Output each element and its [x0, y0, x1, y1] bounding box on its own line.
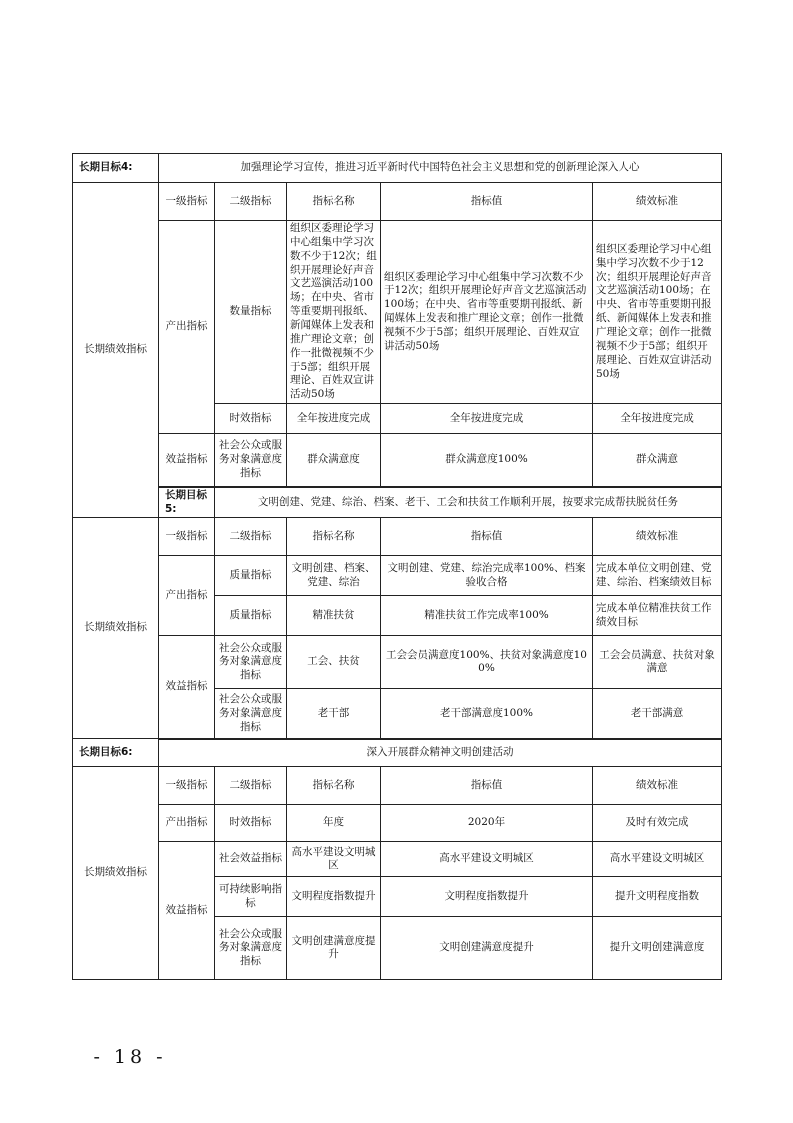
goal6-label: 长期目标6:	[73, 739, 159, 767]
goal6-title: 深入开展群众精神文明创建活动	[159, 739, 722, 767]
cell-value: 2020年	[381, 805, 593, 842]
cell-level2: 质量指标	[215, 596, 287, 636]
cell-name: 文明创建满意度提升	[287, 917, 381, 980]
cell-name: 高水平建设文明城区	[287, 842, 381, 877]
header-name: 指标名称	[287, 767, 381, 805]
cell-level2: 时效指标	[215, 404, 287, 434]
header-level2: 二级指标	[215, 183, 287, 221]
cell-level2: 社会公众或服务对象满意度指标	[215, 434, 287, 487]
cell-name: 群众满意度	[287, 434, 381, 487]
cell-standard: 提升文明程度指数	[593, 877, 722, 917]
header-level1: 一级指标	[159, 518, 215, 556]
cell-level2: 数量指标	[215, 221, 287, 404]
cell-value: 高水平建设文明城区	[381, 842, 593, 877]
goal6-benefit-label: 效益指标	[159, 842, 215, 980]
cell-value: 工会会员满意度100%、扶贫对象满意度100%	[381, 636, 593, 689]
cell-standard: 全年按进度完成	[593, 404, 722, 434]
header-level1: 一级指标	[159, 183, 215, 221]
cell-level2: 社会公众或服务对象满意度指标	[215, 636, 287, 689]
goal5-output-label: 产出指标	[159, 556, 215, 636]
cell-standard: 及时有效完成	[593, 805, 722, 842]
cell-value: 全年按进度完成	[381, 404, 593, 434]
header-standard: 绩效标准	[593, 518, 722, 556]
goal4-label: 长期目标4:	[73, 154, 159, 183]
cell-standard: 高水平建设文明城区	[593, 842, 722, 877]
goal6-output-label: 产出指标	[159, 805, 215, 842]
goal5-label: 长期目标5:	[159, 487, 215, 518]
cell-value: 群众满意度100%	[381, 434, 593, 487]
cell-name: 年度	[287, 805, 381, 842]
cell-standard: 完成本单位精准扶贫工作绩效目标	[593, 596, 722, 636]
header-name: 指标名称	[287, 518, 381, 556]
cell-level2: 可持续影响指标	[215, 877, 287, 917]
cell-value: 文明创建、党建、综治完成率100%、档案验收合格	[381, 556, 593, 596]
goal5-title: 文明创建、党建、综治、档案、老干、工会和扶贫工作顺利开展，按要求完成帮扶脱贫任务	[215, 487, 722, 518]
goal6-group: 长期绩效指标	[73, 767, 159, 980]
cell-level2: 质量指标	[215, 556, 287, 596]
cell-value: 组织区委理论学习中心组集中学习次数不少于12次；组织开展理论好声音文艺巡演活动100场；在中央、省市等重要期刊报纸、新闻媒体上发表和推广理论文章；创作一批微视频不少于5部；组织开展理论、百姓双宣讲活动50场	[381, 221, 593, 404]
goal4-group: 长期绩效指标	[73, 183, 159, 518]
cell-name: 工会、扶贫	[287, 636, 381, 689]
header-standard: 绩效标准	[593, 767, 722, 805]
cell-level2: 社会效益指标	[215, 842, 287, 877]
cell-level2: 时效指标	[215, 805, 287, 842]
cell-name: 文明程度指数提升	[287, 877, 381, 917]
cell-name: 文明创建、档案、党建、综治	[287, 556, 381, 596]
cell-name: 全年按进度完成	[287, 404, 381, 434]
header-level2: 二级指标	[215, 518, 287, 556]
performance-table	[72, 153, 722, 980]
cell-level2: 社会公众或服务对象满意度指标	[215, 689, 287, 739]
cell-value: 老干部满意度100%	[381, 689, 593, 739]
header-standard: 绩效标准	[593, 183, 722, 221]
goal5-group: 长期绩效指标	[73, 518, 159, 739]
cell-value: 精准扶贫工作完成率100%	[381, 596, 593, 636]
cell-name: 组织区委理论学习中心组集中学习次数不少于12次；组织开展理论好声音文艺巡演活动100场；在中央、省市等重要期刊报纸、新闻媒体上发表和推广理论文章；创作一批微视频不少于5部；组织开展理论、百姓双宣讲活动50场	[287, 221, 381, 404]
cell-standard: 群众满意	[593, 434, 722, 487]
header-level2: 二级指标	[215, 767, 287, 805]
goal4-title: 加强理论学习宣传，推进习近平新时代中国特色社会主义思想和党的创新理论深入人心	[159, 154, 722, 183]
cell-standard: 老干部满意	[593, 689, 722, 739]
header-value: 指标值	[381, 518, 593, 556]
cell-name: 精准扶贫	[287, 596, 381, 636]
header-value: 指标值	[381, 183, 593, 221]
cell-value: 文明程度指数提升	[381, 877, 593, 917]
goal5-benefit-label: 效益指标	[159, 636, 215, 739]
header-value: 指标值	[381, 767, 593, 805]
goal4-benefit-label: 效益指标	[159, 434, 215, 487]
cell-value: 文明创建满意度提升	[381, 917, 593, 980]
cell-name: 老干部	[287, 689, 381, 739]
cell-standard: 工会会员满意、扶贫对象满意	[593, 636, 722, 689]
cell-standard: 完成本单位文明创建、党建、综治、档案绩效目标	[593, 556, 722, 596]
header-level1: 一级指标	[159, 767, 215, 805]
goal4-output-label: 产出指标	[159, 221, 215, 434]
header-name: 指标名称	[287, 183, 381, 221]
cell-level2: 社会公众或服务对象满意度指标	[215, 917, 287, 980]
cell-standard: 组织区委理论学习中心组集中学习次数不少于12次；组织开展理论好声音文艺巡演活动100场；在中央、省市等重要期刊报纸、新闻媒体上发表和推广理论文章；创作一批微视频不少于5部；组织开展理论、百姓双宣讲活动50场	[593, 221, 722, 404]
page-number: - 18 -	[93, 1046, 167, 1068]
cell-standard: 提升文明创建满意度	[593, 917, 722, 980]
